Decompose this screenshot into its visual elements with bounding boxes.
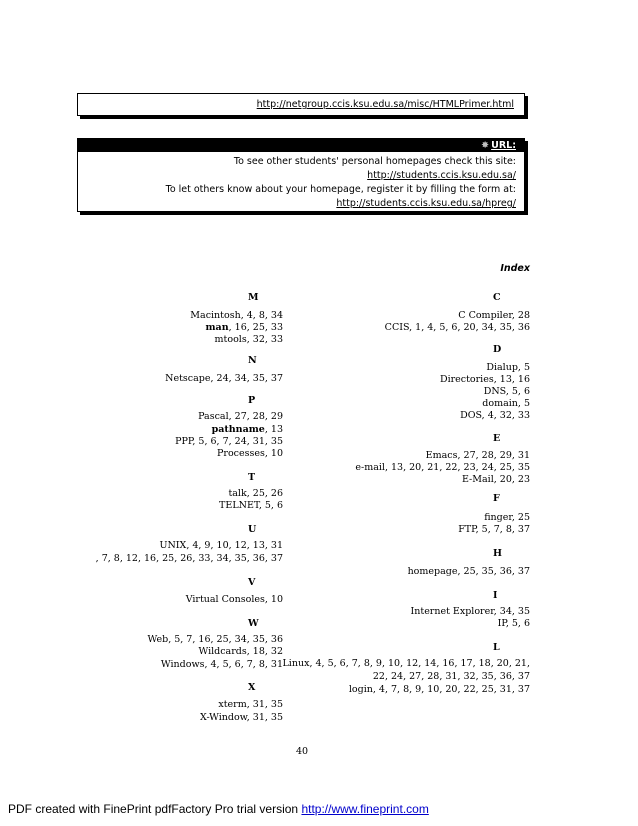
index-pages: , 4, 9, 10, 12, 13, 31 [186, 540, 283, 551]
index-term: Macintosh [190, 310, 241, 321]
index-entry [218, 699, 283, 710]
right-letter-l: L [493, 642, 500, 653]
index-pages: , 4, 7, 8, 9, 10, 20, 22, 25, 31, 37 [372, 684, 530, 695]
pdf-footer [8, 802, 429, 816]
index-term: xterm [218, 699, 247, 710]
index-entry [215, 334, 283, 345]
footer-link[interactable]: http://www.fineprint.com [301, 802, 429, 816]
left-letter-u: U [248, 524, 257, 535]
index-pages: , 10 [264, 448, 283, 459]
right-letter-e: E [493, 433, 501, 444]
students-homepages-text: To see other students' personal homepages check this site: [233, 156, 516, 167]
index-pages: , 25, 35, 36, 37 [457, 566, 530, 577]
index-entry [200, 712, 283, 723]
index-pages: , 4, 5, 6, 7, 8, 9, 10, 12, 14, 16, 17, 18, 20, 21, [309, 658, 530, 669]
left-letter-n: N [248, 355, 257, 366]
index-entry [458, 310, 530, 321]
page-number: 40 [296, 746, 309, 757]
index-pages: , 28 [511, 310, 530, 321]
index-pages: , 13, 16 [493, 374, 530, 385]
index-term: Directories [439, 374, 494, 385]
url-heading [481, 140, 516, 151]
index-term: Windows [160, 659, 205, 670]
index-pages: , 1, 4, 5, 6, 20, 34, 35, 36 [409, 322, 530, 333]
index-entry [165, 373, 283, 384]
index-pages: , 31, 35 [246, 699, 283, 710]
index-term: man [205, 322, 229, 333]
left-letter-t: T [248, 472, 256, 483]
index-entry [198, 646, 283, 657]
index-term: X-Window [200, 712, 247, 723]
index-entry [482, 398, 530, 409]
url-info-box [77, 138, 525, 212]
index-term: finger [484, 512, 512, 523]
star-icon: ✸ [481, 140, 490, 151]
index-pages: , 5, 7, 16, 25, 34, 35, 36 [168, 634, 283, 645]
index-pages: , 25, 26 [246, 488, 283, 499]
index-pages: , 5, 6, 7, 24, 31, 35 [192, 436, 283, 447]
right-letter-i: I [493, 590, 498, 601]
index-entry [458, 524, 530, 535]
index-entry [217, 448, 283, 459]
index-pages: , 34, 35 [493, 606, 530, 617]
index-entry [175, 436, 283, 447]
index-term: Linux [282, 658, 310, 669]
index-pages: , 7, 8, 12, 16, 25, 26, 33, 34, 35, 36, 37 [95, 553, 283, 564]
index-entry [198, 411, 283, 422]
index-pages: , 4, 8, 34 [240, 310, 283, 321]
index-term: PPP [175, 436, 193, 447]
index-entry [373, 671, 530, 682]
index-entry [96, 553, 283, 564]
index-pages: 22, 24, 27, 28, 31, 32, 35, 36, 37 [372, 671, 530, 682]
index-entry [408, 566, 530, 577]
index-pages: , 25 [511, 512, 530, 523]
register-homepage-link[interactable]: http://students.ccis.ksu.edu.sa/hpreg/ [336, 198, 516, 209]
index-entry [411, 606, 531, 617]
index-term: homepage [407, 566, 458, 577]
index-term: pathname [211, 424, 265, 435]
index-term: Virtual Consoles [185, 594, 265, 605]
index-entry [283, 658, 531, 669]
right-letter-d: D [493, 344, 502, 355]
index-entry [460, 410, 530, 421]
index-pages: , 13 [264, 424, 283, 435]
primer-link[interactable]: http://netgroup.ccis.ksu.edu.sa/misc/HTMLPrimer.html [256, 99, 514, 110]
index-title: Index [500, 263, 530, 274]
index-term: e-mail [355, 462, 385, 473]
index-pages: , 5 [517, 362, 530, 373]
register-homepage-text: To let others know about your homepage, register it by filling the form at: [165, 184, 516, 195]
index-term: Processes [217, 448, 265, 459]
index-pages: , 4, 5, 6, 7, 8, 31 [204, 659, 283, 670]
index-entry [228, 488, 283, 499]
index-entry [498, 618, 530, 629]
index-pages: , 32, 33 [246, 334, 283, 345]
index-entry [349, 684, 530, 695]
index-pages: , 27, 28, 29, 31 [457, 450, 530, 461]
index-entry [147, 634, 283, 645]
right-letter-f: F [493, 493, 500, 504]
index-entry [190, 310, 283, 321]
index-pages: , 5, 6 [505, 386, 530, 397]
index-term: CCIS [384, 322, 410, 333]
index-entry [484, 512, 530, 523]
index-entry [355, 462, 530, 473]
index-entry [440, 374, 530, 385]
left-letter-m: M [248, 292, 259, 303]
index-entry [385, 322, 530, 333]
index-term: DOS [460, 410, 482, 421]
index-term: Internet Explorer [410, 606, 494, 617]
left-letter-x: X [248, 682, 256, 693]
index-term: FTP [458, 524, 476, 535]
index-entry [159, 540, 283, 551]
index-term: C Compiler [458, 310, 512, 321]
index-pages: , 16, 25, 33 [228, 322, 283, 333]
index-term: Pascal [198, 411, 229, 422]
index-term: Emacs [425, 450, 458, 461]
index-term: talk [228, 488, 247, 499]
index-pages: , 24, 34, 35, 37 [210, 373, 283, 384]
index-pages: , 4, 32, 33 [481, 410, 530, 421]
index-term: mtools [214, 334, 247, 345]
left-letter-v: V [248, 577, 256, 588]
index-entry [205, 322, 283, 333]
index-term: Web [147, 634, 169, 645]
right-letter-c: C [493, 292, 501, 303]
left-letter-p: P [248, 395, 256, 406]
index-entry [219, 500, 283, 511]
right-letter-h: H [493, 548, 502, 559]
index-pages: , 5 [517, 398, 530, 409]
index-term: domain [482, 398, 518, 409]
url-heading-label: URL: [491, 140, 516, 151]
index-term: E-Mail [461, 474, 494, 485]
students-homepages-link[interactable]: http://students.ccis.ksu.edu.sa/ [367, 170, 516, 181]
left-letter-w: W [248, 618, 259, 629]
primer-link-box [77, 93, 525, 116]
index-entry [161, 659, 283, 670]
index-term: login [348, 684, 373, 695]
index-term: Wildcards [198, 646, 247, 657]
index-pages: , 13, 20, 21, 22, 23, 24, 25, 35 [384, 462, 530, 473]
index-entry [484, 386, 530, 397]
index-pages: , 5, 6 [258, 500, 283, 511]
index-pages: , 18, 32 [246, 646, 283, 657]
index-term: TELNET [219, 500, 259, 511]
index-term: DNS [483, 386, 506, 397]
index-entry [186, 594, 283, 605]
index-entry [462, 474, 530, 485]
index-term: Dialup [486, 362, 518, 373]
index-term: Netscape [165, 373, 211, 384]
index-term: IP [497, 618, 506, 629]
index-pages: , 10 [264, 594, 283, 605]
index-entry [212, 424, 283, 435]
index-pages: , 5, 6 [505, 618, 530, 629]
index-entry [426, 450, 530, 461]
url-header-bar [78, 139, 524, 152]
index-pages: , 27, 28, 29 [228, 411, 283, 422]
footer-text: PDF created with FinePrint pdfFactory Pro trial version [8, 802, 302, 816]
index-pages: , 20, 23 [493, 474, 530, 485]
index-pages: , 5, 7, 8, 37 [475, 524, 530, 535]
index-term: UNIX [159, 540, 187, 551]
index-pages: , 31, 35 [246, 712, 283, 723]
index-entry [486, 362, 530, 373]
